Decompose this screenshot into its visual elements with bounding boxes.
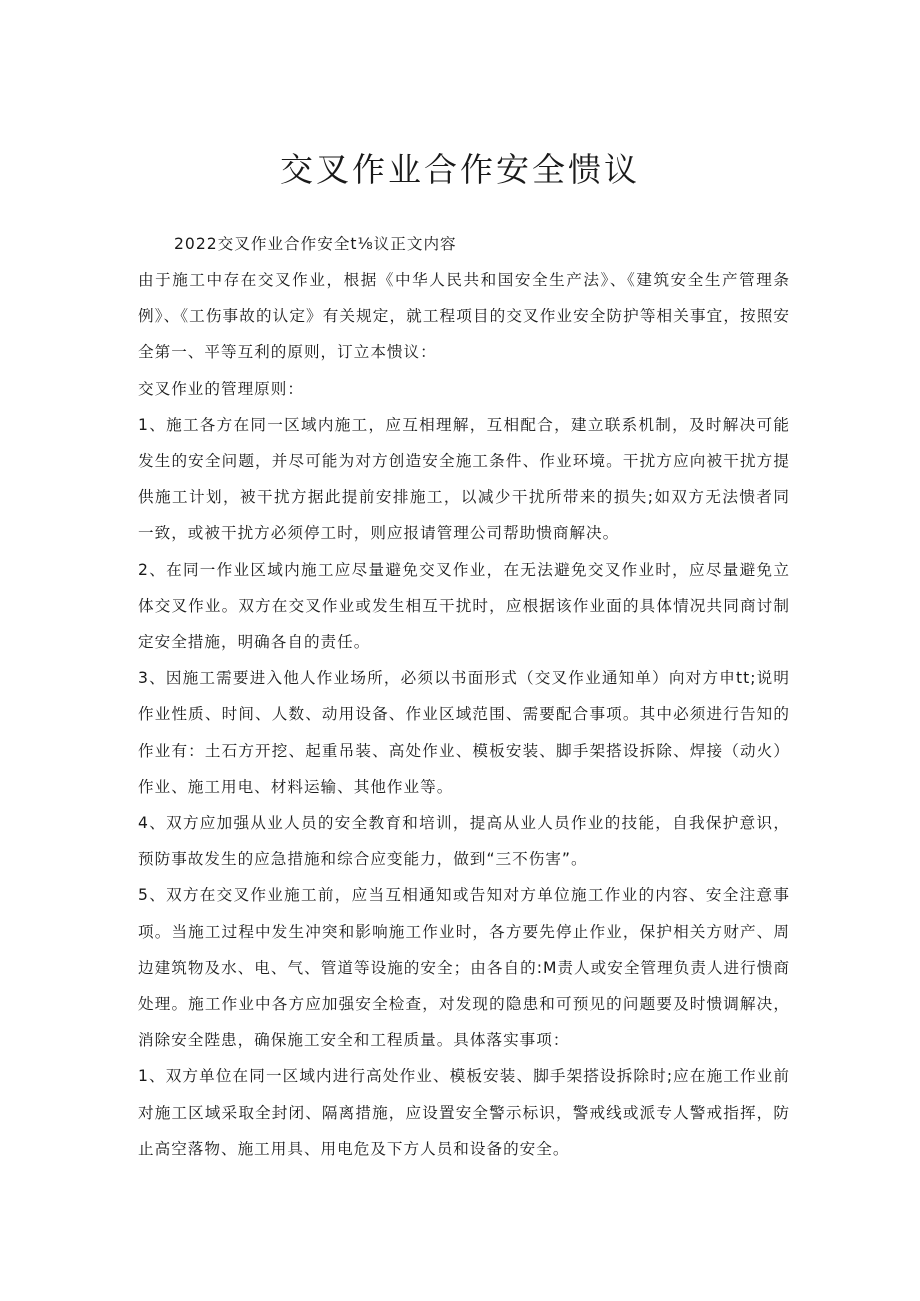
document-subtitle: 2022交叉作业合作安全t⅛议正文内容 (174, 235, 457, 253)
paragraph-item-1: 1、施工各方在同一区域内施工，应互相理解，互相配合，建立联系机制，及时解决可能发生的安全问题，并尽可能为对方创造安全施工条件、作业环境。干扰方应向被干扰方提供施工计划，被干扰方据此提前安排施工，以减少干扰所带来的损失;如双方无法愦者同一致，或被干扰方必须停工时，则应报请管理公司帮助愦商解决。 (138, 415, 790, 543)
paragraph-intro: 由于施工中存在交叉作业，根据《中华人民共和国安全生产法》、《建筑安全生产管理条例》、《工伤事故的认定》有关规定，就工程项目的交叉作业安全防护等相关事宜，按照安全第一、平等互利的原则，订立本愦议： (138, 271, 790, 362)
paragraph-principles-heading: 交叉作业的管理原则： (138, 379, 304, 398)
paragraph-item-5: 5、双方在交叉作业施工前，应当互相通知或告知对方单位施工作业的内容、安全注意事项。当施工过程中发生冲突和影响施工作业时，各方要先停止作业，保护相关方财产、周边建筑物及水、电、气、管道等设施的安全；由各自的:M责人或安全管理负责人进行愦商处理。施工作业中各方应加强安全检查，对发现的隐患和可预见的问题要及时愦调解决，消除安全陛患，确保施工安全和工程质量。具体落实事项： (138, 886, 790, 1050)
document-body (138, 226, 790, 1167)
document-title: 交叉作业合作安全愦议 (280, 150, 640, 189)
paragraph-measure-1: 1、双方单位在同一区域内进行高处作业、模板安装、脚手架搭设拆除时;应在施工作业前对施工区域采取全封闭、隔离措施，应设置安全警示标识，警戒线或派专人警戒指挥，防止高空落物、施工用具、用电危及下方人员和设备的安全。 (138, 1067, 790, 1158)
paragraph-item-4: 4、双方应加强从业人员的安全教育和培训，提高从业人员作业的技能，自我保护意识，预防事故发生的应急措施和综合应变能力，做到“三不伤害”。 (138, 814, 790, 869)
paragraph-item-3: 3、因施工需要进入他人作业场所，必须以书面形式（交叉作业通知单）向对方申tt;说明作业性质、时间、人数、动用设备、作业区域范围、需要配合事项。其中必须进行告知的作业有：土石方开挖、起重吊装、高处作业、模板安装、脚手架搭设拆除、焊接（动火）作业、施工用电、材料运输、其他作业等。 (138, 669, 790, 796)
paragraph-item-2: 2、在同一作业区域内施工应尽量避免交叉作业，在无法避免交叉作业时，应尽量避免立体交叉作业。双方在交叉作业或发生相互干扰时，应根据该作业面的具体情况共同商讨制定安全措施，明确各自的责任。 (138, 560, 790, 652)
